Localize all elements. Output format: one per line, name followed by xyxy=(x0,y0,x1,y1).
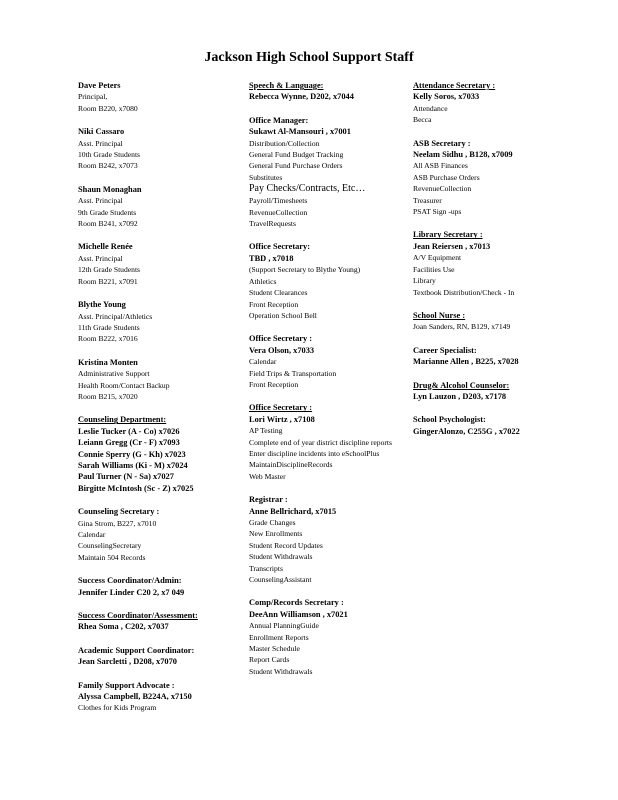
staff-entry xyxy=(78,680,238,714)
duty-line: 9th Grade Students xyxy=(78,207,137,217)
staff-entry xyxy=(78,575,238,598)
duty-line: Web Master xyxy=(249,471,286,481)
duty-line: Distribution/Collection xyxy=(249,138,320,148)
duty-line: Clothes for Kids Program xyxy=(78,703,157,713)
staff-entry xyxy=(413,310,563,333)
duty-line: (Support Secretary to Blythe Young) xyxy=(249,265,361,275)
duty-line: A/V Equipment xyxy=(413,253,462,263)
duty-line: Annual PlanningGuide xyxy=(249,621,319,631)
entry-heading: Counseling Department: xyxy=(78,415,167,425)
staff-entry xyxy=(413,138,563,218)
duty-line: Field Trips & Transportation xyxy=(249,368,337,378)
duty-line: Payroll/Timesheets xyxy=(249,196,308,206)
staff-entry xyxy=(78,184,238,230)
staff-name-line: Neelam Sidhu , B128, x7009 xyxy=(413,150,513,160)
staff-entry xyxy=(413,229,563,297)
duty-line: Pay Checks/Contracts, Etc… xyxy=(249,183,366,195)
staff-entry xyxy=(413,345,563,368)
staff-name-line: Rebecca Wynne, D202, x7044 xyxy=(249,92,354,102)
duty-line: Complete end of year district discipline reports xyxy=(249,437,392,447)
duty-line: Report Cards xyxy=(249,655,290,665)
duty-line: PSAT Sign -ups xyxy=(413,207,462,217)
entry-heading: Dave Peters xyxy=(78,81,121,90)
duty-line: Asst. Principal/Athletics xyxy=(78,311,153,321)
entry-heading: School Nurse : xyxy=(413,310,466,320)
staff-name-line: Jean Sarcletti , D208, x7070 xyxy=(78,657,177,667)
entry-heading: Counseling Secretary : xyxy=(78,507,160,517)
staff-name-line: Jean Reiersen , x7013 xyxy=(413,241,491,251)
entry-heading: Office Secretary : xyxy=(249,334,313,344)
entry-heading: Speech & Language: xyxy=(249,81,324,90)
duty-line: Enter discipline incidents into eSchoolPlus xyxy=(249,448,380,458)
staff-entry xyxy=(78,610,238,633)
duty-line: RevenueCollection xyxy=(249,207,308,217)
duty-line: Asst. Principal xyxy=(78,138,123,148)
staff-name-line: Alyssa Campbell, B224A, x7150 xyxy=(78,692,192,702)
duty-line: Student Withdrawals xyxy=(249,666,313,676)
staff-name-line: Leslie Tucker (A - Co) x7026 xyxy=(78,426,180,436)
staff-entry xyxy=(78,414,238,494)
duty-line: MaintainDisciplineRecords xyxy=(249,460,333,470)
entry-heading: Office Secretary: xyxy=(249,242,310,252)
staff-entry xyxy=(78,299,238,345)
staff-entry xyxy=(249,241,404,321)
staff-name-line: Lori Wirtz , x7108 xyxy=(249,414,315,424)
entry-heading: Attendance Secretary : xyxy=(413,81,496,90)
staff-entry xyxy=(78,241,238,287)
duty-line: CounselingSecretary xyxy=(78,541,142,551)
duty-line: Student Clearances xyxy=(249,288,308,298)
staff-entry xyxy=(249,494,404,585)
staff-entry xyxy=(78,126,238,172)
entry-heading: ASB Secretary : xyxy=(413,138,471,148)
entry-heading: Office Manager: xyxy=(249,115,309,125)
duty-line: Transcripts xyxy=(249,563,283,573)
duty-line: Asst. Principal xyxy=(78,253,123,263)
staff-name-line: Leiann Gregg (Cr - F) x7093 xyxy=(78,438,180,448)
duty-line: Room B242, x7073 xyxy=(78,161,138,171)
duty-line: Becca xyxy=(413,115,432,125)
duty-line: Administrative Support xyxy=(78,369,150,379)
entry-heading: Niki Cassaro xyxy=(78,127,125,137)
duty-line: Master Schedule xyxy=(249,644,300,654)
duty-line: AP Testing xyxy=(249,426,283,436)
duty-line: Front Reception xyxy=(249,299,299,309)
entry-heading: Library Secretary : xyxy=(413,230,483,240)
staff-name-line: Sarah Williams (Ki - M) x7024 xyxy=(78,460,188,470)
duty-line: Substitutes xyxy=(249,172,283,182)
duty-line: Room B220, x7080 xyxy=(78,103,138,113)
duty-line: Maintain 504 Records xyxy=(78,552,146,562)
staff-name-line: Vera Olson, x7033 xyxy=(249,345,315,355)
entry-heading: Kristina Monten xyxy=(78,357,138,367)
entry-heading: Office Secretary : xyxy=(249,403,313,413)
staff-entry xyxy=(78,80,238,114)
duty-line: Gina Strom, B227, x7010 xyxy=(78,518,157,528)
duty-line: Treasurer xyxy=(413,195,442,205)
duty-line: Front Reception xyxy=(249,379,299,389)
staff-entry xyxy=(413,80,563,126)
column-middle xyxy=(249,80,404,689)
duty-line: Operation School Bell xyxy=(249,310,317,320)
duty-line: All ASB Finances xyxy=(413,161,468,171)
entry-heading: Drug& Alcohol Counselor: xyxy=(413,380,510,390)
column-right xyxy=(413,80,563,449)
entry-heading: Comp/Records Secretary : xyxy=(249,598,344,608)
duty-line: Library xyxy=(413,276,436,286)
duty-line: General Fund Purchase Orders xyxy=(249,161,343,171)
entry-heading: Career Specialist: xyxy=(413,345,477,355)
duty-line: CounselingAssistant xyxy=(249,575,312,585)
page-title: Jackson High School Support Staff xyxy=(204,50,414,65)
staff-entry xyxy=(78,357,238,403)
duty-line: Facilities Use xyxy=(413,264,455,274)
duty-line: Student Withdrawals xyxy=(249,552,313,562)
entry-heading: Academic Support Coordinator: xyxy=(78,645,195,655)
staff-entry xyxy=(78,645,238,668)
staff-name-line: Sukawt Al-Mansouri , x7001 xyxy=(249,127,351,137)
entry-heading: Success Coordinator/Admin: xyxy=(78,576,182,586)
duty-line: 12th Grade Students xyxy=(78,265,141,275)
staff-entry xyxy=(249,115,404,230)
staff-entry xyxy=(249,333,404,390)
entry-heading: School Psychologist: xyxy=(413,415,486,425)
staff-name-line: Marianne Allen , B225, x7028 xyxy=(413,357,519,367)
staff-entry xyxy=(249,80,404,103)
duty-line: Room B215, x7020 xyxy=(78,391,138,401)
duty-line: ASB Purchase Orders xyxy=(413,172,480,182)
duty-line: Asst. Principal xyxy=(78,196,123,206)
duty-line: Room B222, x7016 xyxy=(78,334,138,344)
duty-line: Student Record Updates xyxy=(249,540,323,550)
duty-line: Textbook Distribution/Check - In xyxy=(413,287,515,297)
staff-name-line: Connie Sperry (G - Kh) x7023 xyxy=(78,449,186,459)
duty-line: RevenueCollection xyxy=(413,184,472,194)
duty-line: Room B241, x7092 xyxy=(78,219,138,229)
staff-entry xyxy=(78,506,238,563)
staff-name-line: Paul Turner (N - Sa) x7027 xyxy=(78,472,174,482)
duty-line: Joan Sanders, RN, B129, x7149 xyxy=(413,322,511,332)
duty-line: 11th Grade Students xyxy=(78,322,140,332)
staff-name-line: DeeAnn Williamson , x7021 xyxy=(249,609,348,619)
duty-line: Calendar xyxy=(78,530,106,539)
staff-entry xyxy=(413,380,563,403)
staff-entry xyxy=(249,597,404,677)
duty-line: Attendance xyxy=(413,103,448,113)
column-left xyxy=(78,80,238,726)
entry-heading: Registrar : xyxy=(249,495,288,505)
duty-line: Enrollment Reports xyxy=(249,632,309,642)
duty-line: New Enrollments xyxy=(249,529,303,539)
entry-heading: Family Support Advocate : xyxy=(78,680,175,690)
staff-name-line: Jennifer Linder C20 2, x7 049 xyxy=(78,587,185,597)
duty-line: Principal, xyxy=(78,92,108,102)
entry-heading: Shaun Monaghan xyxy=(78,184,142,194)
staff-name-line: Rhea Soma , C202, x7037 xyxy=(78,622,169,632)
staff-name-line: Kelly Soros, x7033 xyxy=(413,92,480,102)
duty-line: Grade Changes xyxy=(249,518,296,527)
staff-name-line: GingerAlonzo, C255G , x7022 xyxy=(413,426,520,436)
staff-name-line: Birgitte McIntosh (Sc - Z) x7025 xyxy=(78,483,194,493)
duty-line: 10th Grade Students xyxy=(78,150,141,160)
staff-entry xyxy=(413,414,563,437)
duty-line: Athletics xyxy=(249,276,277,286)
entry-heading: Success Coordinator/Assessment: xyxy=(78,611,198,621)
entry-heading: Blythe Young xyxy=(78,300,126,310)
staff-name-line: TBD , x7018 xyxy=(249,253,294,263)
duty-line: TravelRequests xyxy=(249,219,296,229)
duty-line: Calendar xyxy=(249,357,277,367)
entry-heading: Michelle Renée xyxy=(78,242,133,252)
staff-entry xyxy=(249,402,404,482)
duty-line: Health Room/Contact Backup xyxy=(78,380,170,390)
duty-line: General Fund Budget Tracking xyxy=(249,150,344,160)
staff-name-line: Anne Bellrichard, x7015 xyxy=(249,506,337,516)
staff-name-line: Lyn Lauzon , D203, x7178 xyxy=(413,391,507,401)
duty-line: Room B221, x7091 xyxy=(78,276,138,286)
